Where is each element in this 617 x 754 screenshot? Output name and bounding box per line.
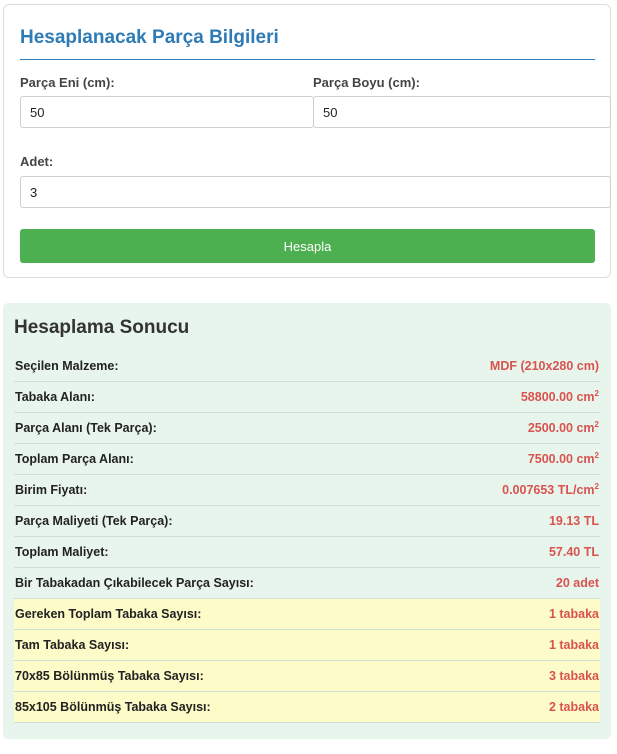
result-row — [14, 692, 600, 723]
result-row-label: Toplam Maliyet: — [15, 545, 109, 559]
result-row — [14, 382, 600, 413]
result-list — [14, 351, 600, 723]
result-panel — [3, 303, 611, 739]
result-row-label: Parça Alanı (Tek Parça): — [15, 421, 157, 435]
result-row-value — [549, 545, 599, 559]
result-row-value — [549, 607, 599, 621]
result-row-value-exponent: 2 — [594, 419, 599, 429]
result-row-label: Birim Fiyatı: — [15, 483, 88, 497]
result-row-label: Seçilen Malzeme: — [15, 359, 119, 373]
result-row — [14, 475, 600, 506]
result-row — [14, 413, 600, 444]
width-input[interactable] — [20, 96, 314, 128]
result-row — [14, 568, 600, 599]
result-title: Hesaplama Sonucu — [14, 317, 190, 338]
result-row-value-text: 20 adet — [555, 576, 599, 590]
result-row-value-exponent: 2 — [594, 481, 599, 491]
result-row-label: Bir Tabakadan Çıkabilecek Parça Sayısı: — [15, 576, 254, 590]
part-info-form — [3, 4, 611, 278]
count-input[interactable] — [20, 176, 611, 208]
result-row — [14, 661, 600, 692]
result-row-label: Gereken Toplam Tabaka Sayısı: — [15, 607, 202, 621]
count-label: Adet: — [20, 154, 54, 169]
result-row-value-text: 2500.00 cm — [527, 421, 595, 435]
result-row-value — [549, 514, 599, 528]
result-row-value — [549, 638, 599, 652]
result-row-value-text: 19.13 TL — [548, 514, 599, 528]
result-row-value — [549, 700, 599, 714]
result-row-value-text: 57.40 TL — [548, 545, 599, 559]
result-row — [14, 351, 600, 382]
result-row — [14, 444, 600, 475]
result-row-value — [528, 421, 599, 435]
result-row-value-text: 58800.00 cm — [520, 390, 595, 404]
result-row-value-text: MDF (210x280 cm) — [489, 359, 599, 373]
form-title: Hesaplanacak Parça Bilgileri — [20, 27, 279, 48]
result-row-label: 85x105 Bölünmüş Tabaka Sayısı: — [15, 700, 211, 714]
result-row-value-text: 1 tabaka — [548, 607, 599, 621]
result-row — [14, 506, 600, 537]
result-row-value — [556, 576, 599, 590]
result-row-value — [549, 669, 599, 683]
result-row-value-exponent: 2 — [594, 388, 599, 398]
result-row-value — [490, 359, 599, 373]
result-row-label: Parça Maliyeti (Tek Parça): — [15, 514, 173, 528]
result-row-label: Tam Tabaka Sayısı: — [15, 638, 130, 652]
result-row-label: Toplam Parça Alanı: — [15, 452, 134, 466]
width-label: Parça Eni (cm): — [20, 75, 115, 90]
result-row-value-text: 7500.00 cm — [527, 452, 595, 466]
title-divider — [20, 59, 595, 60]
calculate-button[interactable]: Hesapla — [20, 229, 595, 263]
result-row-value-text: 3 tabaka — [548, 669, 599, 683]
result-row-value — [528, 452, 599, 466]
height-label: Parça Boyu (cm): — [313, 75, 420, 90]
result-row — [14, 537, 600, 568]
result-row-value-text: 2 tabaka — [548, 700, 599, 714]
result-row-value — [521, 390, 599, 404]
result-row-value-text: 0.007653 TL/cm — [502, 483, 595, 497]
result-row-value — [502, 483, 599, 497]
result-row-value-text: 1 tabaka — [548, 638, 599, 652]
result-row — [14, 630, 600, 661]
result-row-label: Tabaka Alanı: — [15, 390, 95, 404]
result-row-label: 70x85 Bölünmüş Tabaka Sayısı: — [15, 669, 204, 683]
result-row-value-exponent: 2 — [594, 450, 599, 460]
result-row — [14, 599, 600, 630]
height-input[interactable] — [313, 96, 611, 128]
